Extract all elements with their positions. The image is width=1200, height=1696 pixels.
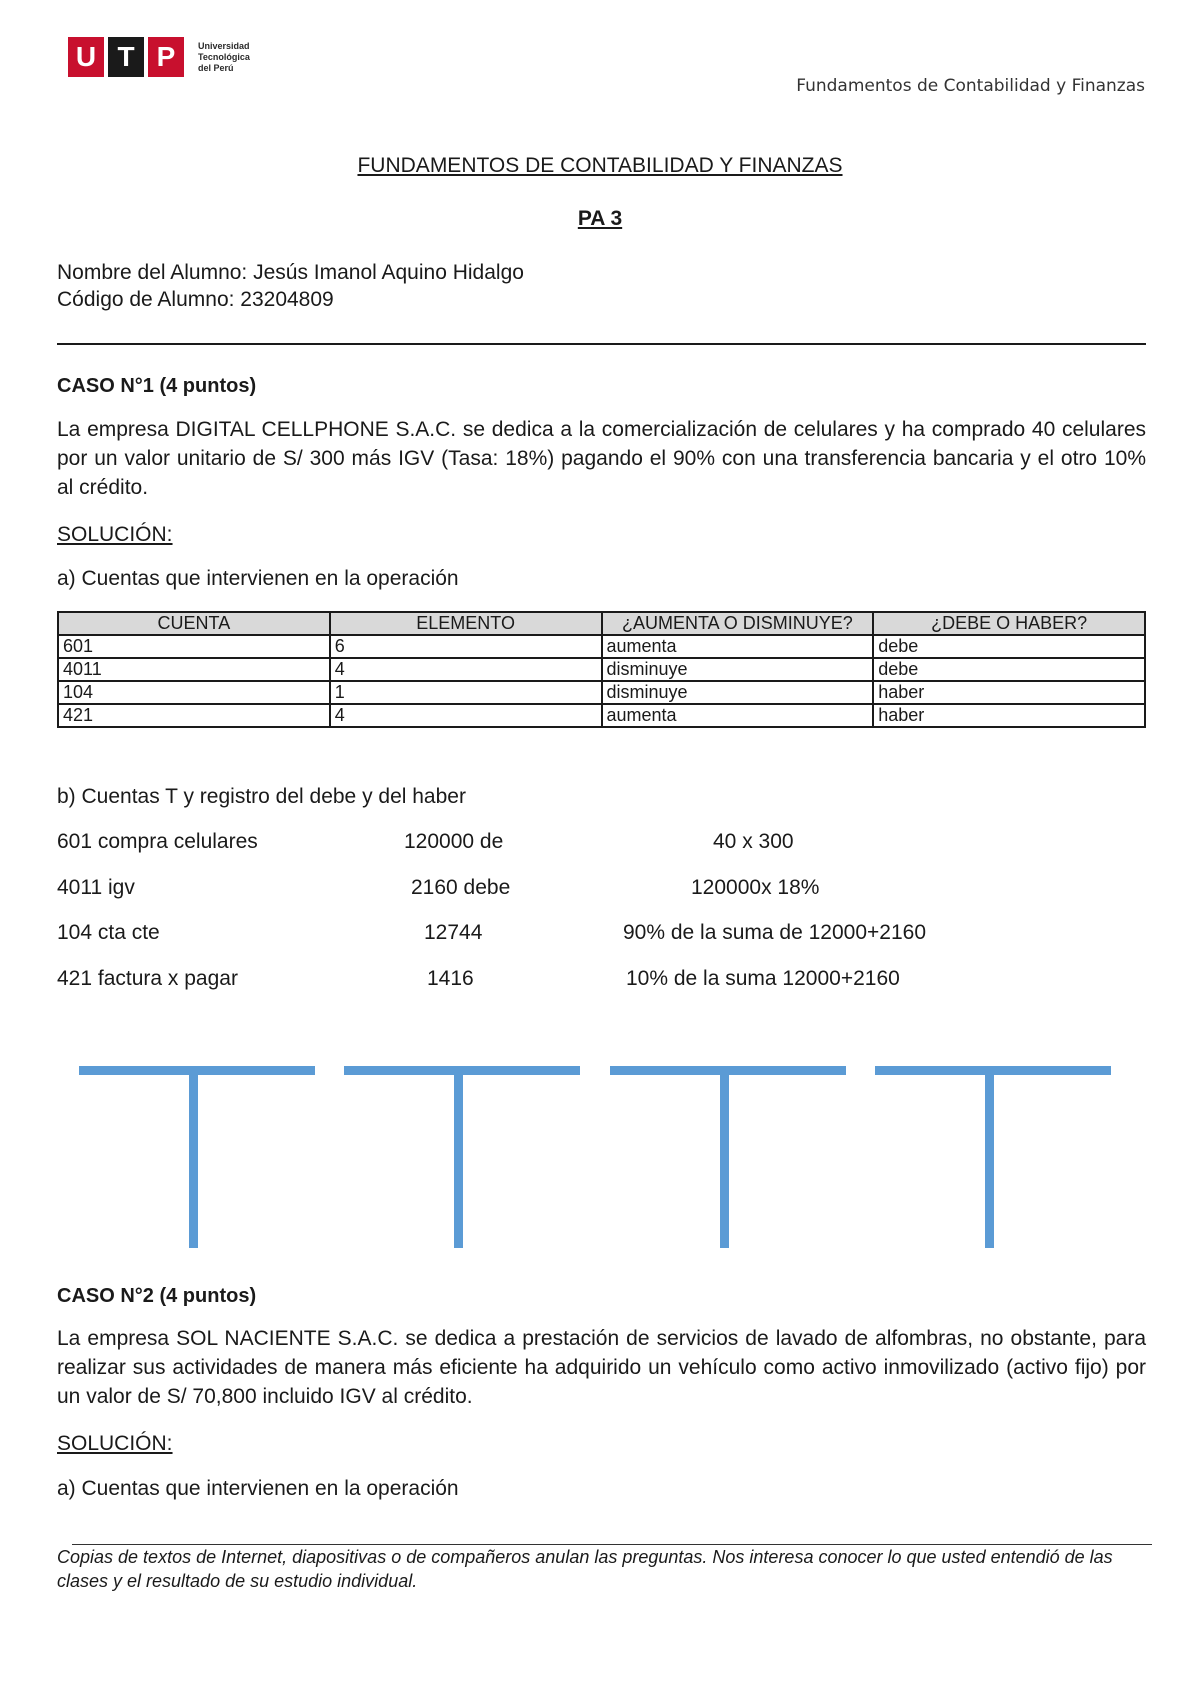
table-row: [58, 635, 1145, 658]
cell: 6: [330, 635, 602, 658]
case2-solution-label: SOLUCIÓN:: [57, 1432, 173, 1455]
header-cuenta: CUENTA: [58, 612, 330, 635]
case2-title: CASO N°2 (4 puntos): [57, 1285, 257, 1307]
cell: 601: [58, 635, 330, 658]
ledger-note: 120000x 18%: [691, 876, 820, 899]
document-title: FUNDAMENTOS DE CONTABILIDAD Y FINANZAS: [357, 154, 843, 177]
table-header-row: [58, 612, 1145, 635]
ledger-account: 601 compra celulares: [57, 830, 258, 853]
ledger-row: [57, 967, 900, 991]
logo-institution-name: [198, 41, 250, 74]
cell: debe: [873, 635, 1145, 658]
course-header: Fundamentos de Contabilidad y Finanzas: [796, 76, 1145, 96]
cell: haber: [873, 681, 1145, 704]
ledger-note: 90% de la suma de 12000+2160: [623, 921, 926, 944]
ledger-note: 10% de la suma 12000+2160: [626, 967, 900, 990]
case2-part-a: a) Cuentas que intervienen en la operación: [57, 1477, 459, 1500]
header-elemento: ELEMENTO: [330, 612, 602, 635]
ledger-row: [57, 876, 820, 900]
cell: 4011: [58, 658, 330, 681]
ledger-amount: 1416: [427, 967, 474, 990]
ledger-amount: 120000 de: [404, 830, 504, 853]
cell: disminuye: [602, 681, 874, 704]
case1-part-a: a) Cuentas que intervienen en la operación: [57, 567, 459, 590]
logo-line-3: del Perú: [198, 62, 234, 73]
cell: debe: [873, 658, 1145, 681]
cell: disminuye: [602, 658, 874, 681]
t-account-stem: [454, 1074, 463, 1248]
cell: 4: [330, 704, 602, 727]
student-code: Código de Alumno: 23204809: [57, 288, 334, 311]
cell: 421: [58, 704, 330, 727]
logo-line-1: Universidad: [198, 40, 250, 51]
t-account-stem: [720, 1074, 729, 1248]
table-row: [58, 704, 1145, 727]
header-aumenta-disminuye: ¿AUMENTA O DISMINUYE?: [602, 612, 874, 635]
table-row: [58, 681, 1145, 704]
footer-note: Copias de textos de Internet, diapositivas o de compañeros anulan las preguntas. Nos interesa conocer lo que usted entendió de las clases y el resultado de su estudio individual.: [57, 1547, 1113, 1591]
case1-statement: La empresa DIGITAL CELLPHONE S.A.C. se dedica a la comercialización de celulares y ha comprado 40 celulares por un valor unitario de S/ 300 más IGV (Tasa: 18%) pagando el 90% con una transferencia bancaria y el otro 10% al crédito.: [57, 418, 1146, 499]
cell: 104: [58, 681, 330, 704]
logo-letter-p: P: [148, 37, 184, 77]
cell: haber: [873, 704, 1145, 727]
student-name: Nombre del Alumno: Jesús Imanol Aquino Hidalgo: [57, 261, 524, 284]
ledger-account: 421 factura x pagar: [57, 967, 238, 990]
case1-part-b: b) Cuentas T y registro del debe y del haber: [57, 785, 466, 808]
cell: aumenta: [602, 704, 874, 727]
ledger-account: 104 cta cte: [57, 921, 160, 944]
table-row: [58, 658, 1145, 681]
ledger-row: [57, 921, 926, 945]
logo-line-2: Tecnológica: [198, 51, 250, 62]
cell: 4: [330, 658, 602, 681]
logo-letter-u: U: [68, 37, 104, 77]
case1-title: CASO N°1 (4 puntos): [57, 375, 257, 397]
document-subtitle: PA 3: [577, 207, 623, 230]
cell: aumenta: [602, 635, 874, 658]
ledger-amount: 12744: [424, 921, 483, 944]
case2-statement: La empresa SOL NACIENTE S.A.C. se dedica a prestación de servicios de lavado de alfombras, no obstante, para realizar sus actividades de manera más eficiente ha adquirido un vehículo como activo inmovilizado (activo fijo) por un valor de S/ 70,800 incluido IGV al crédito.: [57, 1327, 1146, 1408]
ledger-account: 4011 igv: [57, 876, 135, 899]
t-account-stem: [189, 1074, 198, 1248]
ledger-amount: 2160 debe: [411, 876, 511, 899]
t-account-stem: [985, 1074, 994, 1248]
cell: 1: [330, 681, 602, 704]
accounts-table: [57, 611, 1146, 728]
separator-line: [57, 343, 1146, 345]
header-debe-haber: ¿DEBE O HABER?: [873, 612, 1145, 635]
logo-letter-t: T: [108, 37, 144, 77]
ledger-row: [57, 830, 794, 854]
case1-solution-label: SOLUCIÓN:: [57, 523, 173, 546]
ledger-note: 40 x 300: [713, 830, 794, 853]
utp-logo: [68, 36, 250, 78]
